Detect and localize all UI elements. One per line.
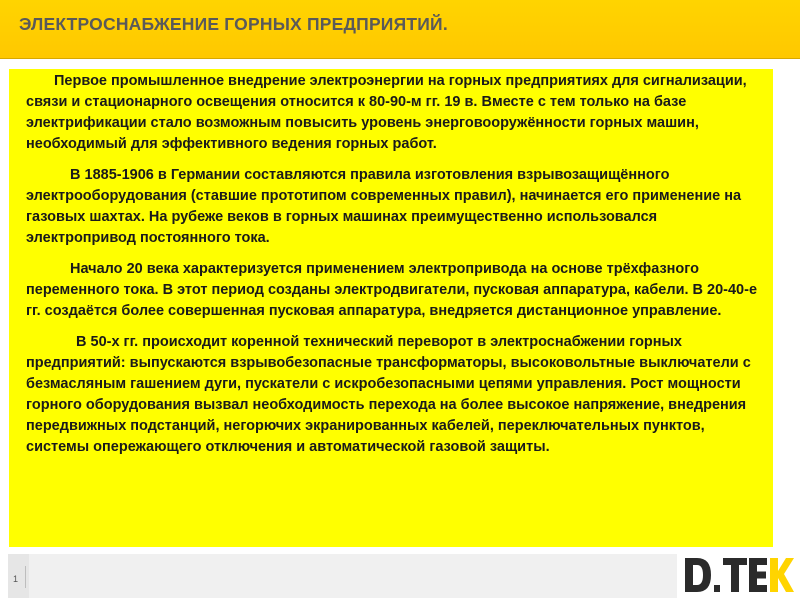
dtek-logo [683, 556, 795, 594]
footer-divider [25, 566, 26, 588]
paragraph-3: Начало 20 века характеризуется применением электропривода на основе трёхфазного переменного тока. В этот период созданы электродвигатели, пусковая аппаратура, кабели. В 20-40-е гг. создаётся более совершенная пусковая аппаратура, внедряется дистанционное управление. [26, 261, 758, 319]
footer-bar-light [29, 554, 677, 598]
paragraph-2: В 1885-1906 в Германии составляются правила изготовления взрывозащищённого электрооборудования (ставшие прототипом современных правил), начинается его применение на газовых шахтах. На рубеже веков в горных машинах преимущественно использовался электропривод постоянного тока. [26, 167, 742, 246]
slide-title: ЭЛЕКТРОСНАБЖЕНИЕ ГОРНЫХ ПРЕДПРИЯТИЙ. [19, 14, 448, 34]
paragraph-4: В 50-х гг. происходит коренной технический переворот в электроснабжении горных предприятий: выпускаются взрывобезопасные трансформаторы, высоковольтные выключатели с безмасляным гашением дуги, пускатели с искробезопасными цепями управления. Рост мощности горного оборудования вызвал необходимость перехода на более высокое напряжение, внедрения передвижных подстанций, негорючих экранированных кабелей, переключательных пунктов, системы опережающего отключения и автоматической газовой защиты. [26, 334, 751, 455]
content-textbox [9, 69, 773, 547]
slide-footer [0, 552, 800, 600]
page-number: 1 [13, 574, 19, 584]
paragraph-1: Первое промышленное внедрение электроэнергии на горных предприятиях для сигнализации, связи и стационарного освещения относится к 80-90-м гг. 19 в. Вместе с тем только на базе электрификации стало возможным повысить уровень энерговооружённости горных машин, необходимый для эффективного ведения горных работ. [26, 73, 747, 152]
slide-header [0, 0, 800, 59]
